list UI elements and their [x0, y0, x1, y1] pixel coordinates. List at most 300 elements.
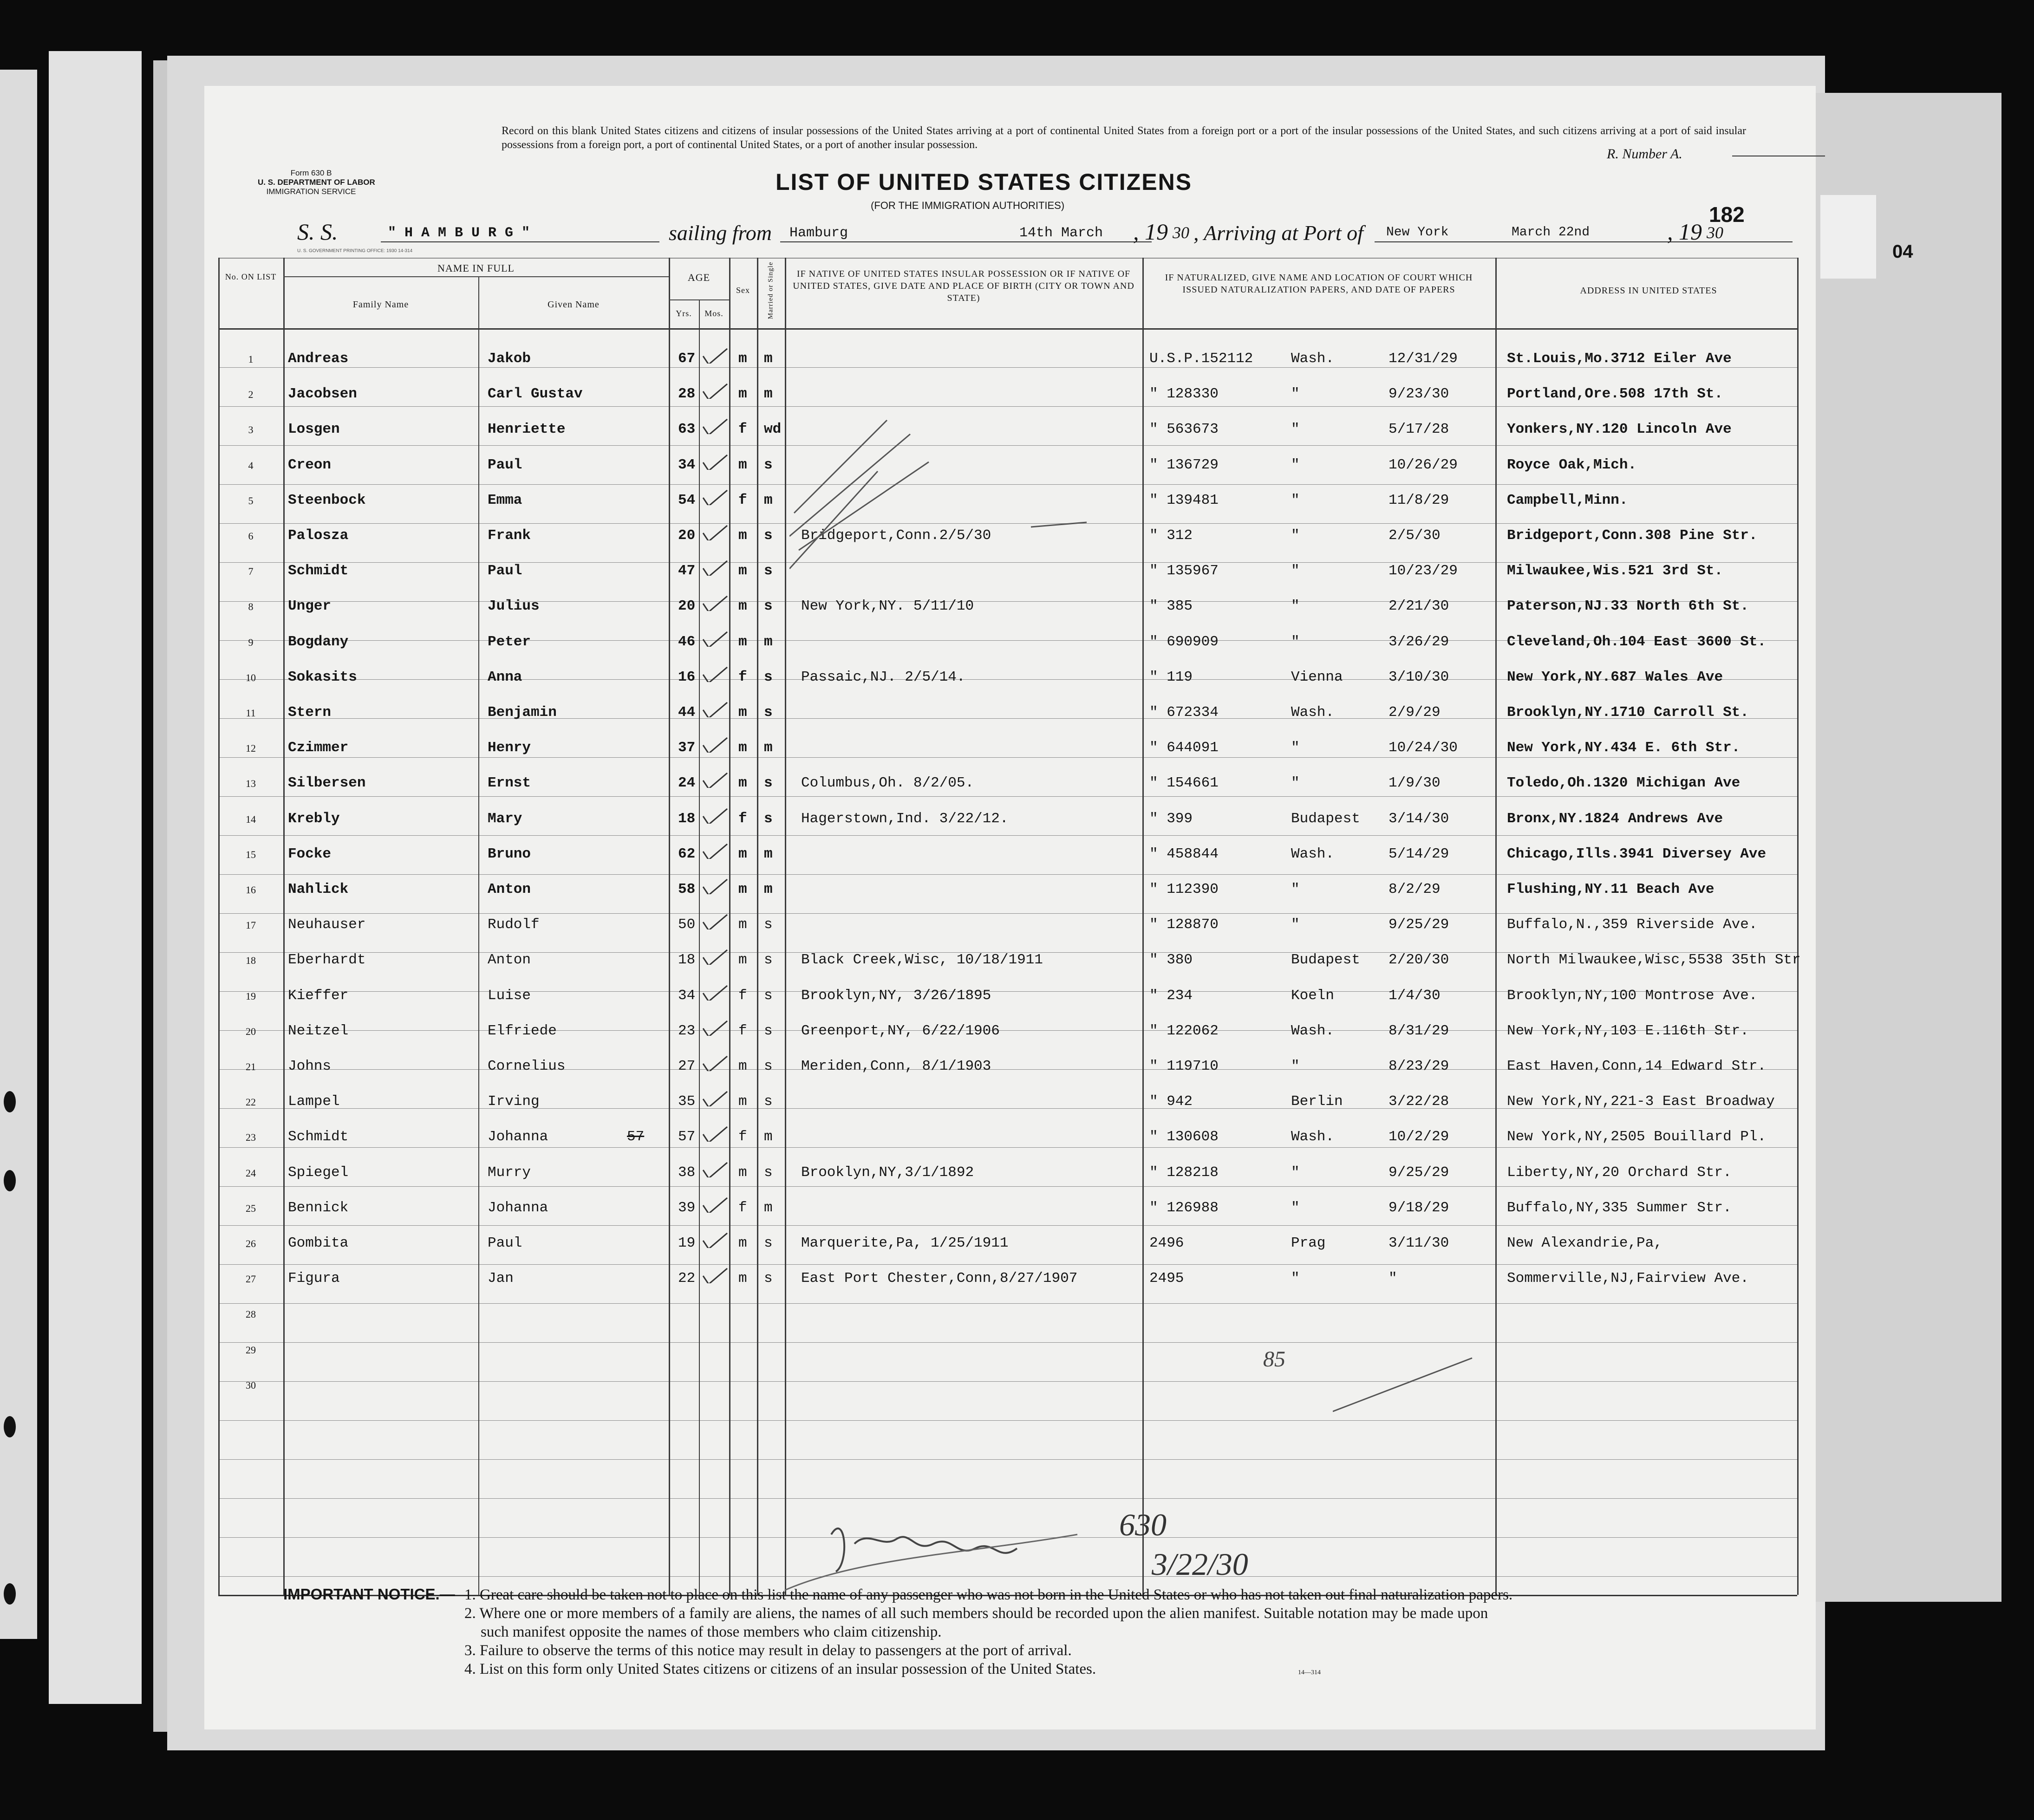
marital-status: s — [764, 1058, 773, 1074]
age-years: 18 — [678, 952, 696, 968]
sex: m — [738, 456, 747, 473]
family-name: Silbersen — [288, 775, 366, 792]
us-address: Buffalo,NY,335 Summer Str. — [1507, 1199, 1732, 1216]
naturalization-number: " 312 — [1149, 527, 1193, 544]
handwritten-time: 630 — [1119, 1507, 1167, 1542]
naturalization-court: Wash. — [1291, 704, 1335, 721]
given-name: Irving — [488, 1093, 540, 1110]
given-name: Johanna — [488, 1129, 548, 1145]
printer-mark: U. S. GOVERNMENT PRINTING OFFICE: 1930 14-314 — [297, 248, 413, 254]
row-rule — [218, 1225, 1797, 1226]
marital-status: s — [764, 810, 773, 827]
marital-status: m — [764, 492, 773, 508]
birth-place-date: Marquerite,Pa, 1/25/1911 — [801, 1235, 1009, 1251]
naturalization-court: " — [1291, 421, 1300, 438]
check-mark-icon — [701, 1055, 729, 1071]
handwritten-date: 3/22/30 — [1152, 1547, 1248, 1582]
check-mark-icon — [701, 1091, 729, 1106]
list-number: 22 — [246, 1096, 256, 1108]
naturalization-court: " — [1291, 492, 1300, 508]
notice-item-2: 2. Where one or more members of a family are aliens, the names of all such members should be recorded upon the alien manifest. Suitable notation may be made upon — [464, 1605, 1488, 1622]
given-name: Bruno — [488, 845, 531, 862]
col-line — [699, 299, 700, 1595]
sex: f — [738, 1199, 747, 1216]
family-name: Jacobsen — [288, 386, 357, 403]
naturalization-number: " 136729 — [1149, 456, 1219, 473]
given-name: Henriette — [488, 421, 566, 438]
check-mark-icon — [701, 595, 729, 611]
right-adjacent-sheet — [1816, 93, 2001, 1602]
list-number: 4 — [248, 459, 254, 471]
year-prefix: , 19 — [1133, 219, 1168, 245]
row-rule — [218, 1147, 1797, 1148]
naturalization-date: " — [1389, 1270, 1397, 1287]
us-address: Campbell,Minn. — [1507, 492, 1628, 508]
form-id — [258, 169, 375, 196]
birth-place-date: New York,NY. 5/11/10 — [801, 598, 974, 615]
family-name: Neitzel — [288, 1022, 349, 1039]
naturalization-court: Wash. — [1291, 1129, 1335, 1145]
sex: f — [738, 492, 747, 508]
list-number: 10 — [246, 671, 256, 683]
list-number: 9 — [248, 636, 254, 648]
from-port-line — [780, 241, 1012, 242]
ss-label: S. S. — [297, 219, 338, 245]
family-name: Schmidt — [288, 1129, 349, 1145]
notice-item-3: 3. Failure to observe the terms of this notice may result in delay to passengers at the port of arrival. — [464, 1642, 1072, 1659]
row-rule — [218, 1186, 1797, 1187]
marital-status: s — [764, 1022, 773, 1039]
naturalization-number: " 672334 — [1149, 704, 1219, 721]
arrival-port: New York — [1386, 225, 1449, 240]
age-years: 35 — [678, 1093, 696, 1110]
given-name: Anton — [488, 952, 531, 968]
naturalization-number: " 128330 — [1149, 386, 1219, 403]
naturalization-date: 1/9/30 — [1389, 775, 1441, 792]
us-address: North Milwaukee,Wisc,5538 35th Str — [1507, 952, 1801, 968]
age-years: 46 — [678, 633, 696, 650]
birth-place-date: Hagerstown,Ind. 3/22/12. — [801, 810, 1009, 827]
naturalization-court: " — [1291, 1164, 1300, 1181]
check-stroke-right — [1333, 1302, 1528, 1418]
naturalization-number: " 119710 — [1149, 1058, 1219, 1074]
list-number: 30 — [246, 1379, 256, 1391]
us-address: Flushing,NY.11 Beach Ave — [1507, 881, 1715, 897]
naturalization-number: 2495 — [1149, 1270, 1184, 1287]
naturalization-number: " 380 — [1149, 952, 1193, 968]
naturalization-date: 9/18/29 — [1389, 1199, 1449, 1216]
naturalization-date: 3/14/30 — [1389, 810, 1449, 827]
naturalization-court: " — [1291, 775, 1300, 792]
col-family-header: Family Name — [352, 299, 409, 310]
list-number: 13 — [246, 778, 256, 790]
check-mark-icon — [701, 1232, 729, 1248]
marital-status: s — [764, 952, 773, 968]
list-number: 5 — [248, 494, 254, 507]
naturalization-date: 2/9/29 — [1389, 704, 1441, 721]
col-yrs-header: Yrs. — [676, 309, 692, 318]
naturalization-court: " — [1291, 1270, 1300, 1287]
naturalization-number: " 385 — [1149, 598, 1193, 615]
naturalization-date: 2/20/30 — [1389, 952, 1449, 968]
table-top-rule — [218, 258, 1797, 259]
binder-hole — [4, 1583, 16, 1605]
row-rule — [218, 1342, 1797, 1343]
given-name: Luise — [488, 987, 531, 1004]
list-number: 1 — [248, 353, 254, 365]
col-line — [757, 258, 758, 1595]
marital-status: s — [764, 1235, 773, 1251]
binder-hole — [4, 1416, 16, 1437]
naturalization-date: 2/5/30 — [1389, 527, 1441, 544]
given-name: Peter — [488, 633, 531, 650]
family-name: Unger — [288, 598, 332, 615]
age-header-rule — [669, 299, 729, 300]
birth-place-date: Passaic,NJ. 2/5/14. — [801, 669, 965, 685]
naturalization-number: " 154661 — [1149, 775, 1219, 792]
naturalization-date: 8/2/29 — [1389, 881, 1441, 897]
birth-place-date: Brooklyn,NY, 3/26/1895 — [801, 987, 991, 1004]
given-name: Mary — [488, 810, 522, 827]
us-address: Bronx,NY.1824 Andrews Ave — [1507, 810, 1723, 827]
naturalization-date: 3/26/29 — [1389, 633, 1449, 650]
form-number: Form 630 B — [290, 169, 332, 177]
given-name: Rudolf — [488, 916, 540, 933]
check-mark-icon — [701, 383, 729, 399]
check-mark-icon — [701, 666, 729, 682]
age-years: 37 — [678, 740, 696, 756]
naturalization-number: " 139481 — [1149, 492, 1219, 508]
us-address: New York,NY,221-3 East Broadway — [1507, 1093, 1775, 1110]
marital-status: s — [764, 987, 773, 1004]
instructions: Record on this blank United States citizens and citizens of insular possessions of the United States arriving at a port of continental United States from a foreign port or a port of the insular possessions of the United States, and such citizens arriving at a port of said insular possessions from a foreign port, a port of continental United States, or a port of another insular possession. — [502, 125, 1746, 151]
header-bottom-rule — [218, 328, 1797, 330]
sex: m — [738, 351, 747, 367]
naturalization-court: Budapest — [1291, 952, 1360, 968]
age-years: 67 — [678, 351, 696, 367]
age-years: 20 — [678, 527, 696, 544]
us-address: New York,NY.434 E. 6th Str. — [1507, 740, 1741, 756]
col-address-header: ADDRESS IN UNITED STATES — [1580, 286, 1717, 296]
sex: m — [738, 704, 747, 721]
name-header-rule — [283, 276, 669, 277]
marital-status: s — [764, 1164, 773, 1181]
given-name: Benjamin — [488, 704, 557, 721]
naturalization-court: " — [1291, 740, 1300, 756]
col-married-header: Married or Single — [767, 261, 775, 319]
col-line — [218, 258, 220, 1595]
col-name-header: NAME IN FULL — [437, 262, 515, 274]
family-name: Palosza — [288, 527, 349, 544]
family-name: Losgen — [288, 421, 340, 438]
family-name: Sokasits — [288, 669, 357, 685]
given-name: Ernst — [488, 775, 531, 792]
us-address: Chicago,Ills.3941 Diversey Ave — [1507, 845, 1767, 862]
naturalization-court: Wash. — [1291, 1022, 1335, 1039]
us-address: Yonkers,NY.120 Lincoln Ave — [1507, 421, 1732, 438]
right-sheet-scrap — [1820, 195, 1876, 279]
sex: f — [738, 421, 747, 438]
check-mark-icon — [701, 1126, 729, 1142]
marital-status: s — [764, 704, 773, 721]
row-rule — [218, 1264, 1797, 1265]
list-number: 19 — [246, 990, 256, 1002]
list-number: 18 — [246, 955, 256, 967]
given-name: Carl Gustav — [488, 386, 583, 403]
given-name: Paul — [488, 456, 522, 473]
list-number: 14 — [246, 813, 256, 825]
family-name: Creon — [288, 456, 332, 473]
marital-status: m — [764, 633, 773, 650]
department: U. S. DEPARTMENT OF LABOR — [258, 178, 375, 187]
list-number: 28 — [246, 1308, 256, 1320]
list-number: 3 — [248, 424, 254, 436]
check-mark-icon — [701, 560, 729, 576]
sex: m — [738, 740, 747, 756]
us-address: Sommerville,NJ,Fairview Ave. — [1507, 1270, 1749, 1287]
birth-place-date: Greenport,NY, 6/22/1906 — [801, 1022, 1000, 1039]
marital-status: s — [764, 916, 773, 933]
row-rule — [218, 757, 1797, 758]
naturalization-date: 8/31/29 — [1389, 1022, 1449, 1039]
us-address: East Haven,Conn,14 Edward Str. — [1507, 1058, 1767, 1074]
age-years: 44 — [678, 704, 696, 721]
given-name: Emma — [488, 492, 522, 508]
col-mos-header: Mos. — [704, 309, 724, 318]
form-subtitle: (FOR THE IMMIGRATION AUTHORITIES) — [871, 200, 1065, 211]
naturalization-number: " 690909 — [1149, 633, 1219, 650]
age-years: 63 — [678, 421, 696, 438]
us-address: Portland,Ore.508 17th St. — [1507, 386, 1723, 403]
naturalization-date: 9/25/29 — [1389, 1164, 1449, 1181]
row-rule — [218, 796, 1797, 797]
row-rule — [218, 1459, 1797, 1460]
family-name: Spiegel — [288, 1164, 349, 1181]
family-name: Gombita — [288, 1235, 349, 1251]
us-address: Brooklyn,NY.1710 Carroll St. — [1507, 704, 1749, 721]
family-name: Czimmer — [288, 740, 349, 756]
sex: f — [738, 987, 747, 1004]
naturalization-date: 10/2/29 — [1389, 1129, 1449, 1145]
naturalization-court: Koeln — [1291, 987, 1335, 1004]
family-name: Lampel — [288, 1093, 340, 1110]
row-rule — [218, 835, 1797, 836]
row-rule — [218, 1303, 1797, 1304]
marital-status: m — [764, 881, 773, 897]
us-address: Liberty,NY,20 Orchard Str. — [1507, 1164, 1732, 1181]
list-number: 11 — [246, 707, 256, 719]
naturalization-number: " 119 — [1149, 669, 1193, 685]
family-name: Steenbock — [288, 492, 366, 508]
ship-name: " H A M B U R G " — [388, 225, 530, 241]
check-mark-icon — [701, 348, 729, 364]
list-number: 29 — [246, 1344, 256, 1356]
age-years: 22 — [678, 1270, 696, 1287]
age-years: 39 — [678, 1199, 696, 1216]
family-name: Bogdany — [288, 633, 349, 650]
family-name: Schmidt — [288, 563, 349, 579]
family-name: Focke — [288, 845, 332, 862]
us-address: New Alexandrie,Pa, — [1507, 1235, 1662, 1251]
age-years: 18 — [678, 810, 696, 827]
birth-place-date: Meriden,Conn, 8/1/1903 — [801, 1058, 991, 1074]
marital-status: s — [764, 1093, 773, 1110]
naturalization-number: " 399 — [1149, 810, 1193, 827]
family-name: Stern — [288, 704, 332, 721]
marital-status: m — [764, 351, 773, 367]
sex: m — [738, 527, 747, 544]
check-mark-icon — [701, 418, 729, 434]
pencil-mark: 85 — [1263, 1347, 1285, 1372]
marital-status: s — [764, 598, 773, 615]
arrival-date: March 22nd — [1512, 225, 1590, 240]
check-mark-icon — [701, 808, 729, 824]
list-number: 21 — [246, 1061, 256, 1072]
col-age-header: AGE — [687, 272, 711, 283]
birth-place-date: Bridgeport,Conn.2/5/30 — [801, 527, 991, 544]
given-name: Jan — [488, 1270, 514, 1287]
check-mark-icon — [701, 772, 729, 788]
naturalization-court: " — [1291, 916, 1300, 933]
us-address: Milwaukee,Wis.521 3rd St. — [1507, 563, 1723, 579]
given-name: Cornelius — [488, 1058, 566, 1074]
col-sex-header: Sex — [736, 286, 750, 295]
naturalization-court: " — [1291, 563, 1300, 579]
naturalization-court: " — [1291, 1058, 1300, 1074]
sex: m — [738, 916, 747, 933]
age-years: 47 — [678, 563, 696, 579]
marital-status: s — [764, 563, 773, 579]
naturalization-court: Berlin — [1291, 1093, 1343, 1110]
list-number: 8 — [248, 601, 254, 613]
naturalization-date: 9/23/30 — [1389, 386, 1449, 403]
row-rule — [218, 1420, 1797, 1421]
naturalization-number: U.S.P.152112 — [1149, 351, 1253, 367]
family-name: Krebly — [288, 810, 340, 827]
list-number: 23 — [246, 1131, 256, 1144]
notice-item-1: 1. Great care should be taken not to place on this list the name of any passenger who was not born in the United States or who has not taken out final naturalization papers. — [464, 1586, 1513, 1603]
check-mark-icon — [701, 1268, 729, 1283]
service: IMMIGRATION SERVICE — [266, 187, 356, 196]
arrival-year-prefix: , 19 — [1667, 219, 1702, 245]
col-line — [729, 258, 730, 1595]
sex: m — [738, 952, 747, 968]
age-years: 57 — [678, 1129, 696, 1145]
naturalization-court: Vienna — [1291, 669, 1343, 685]
naturalization-date: 5/14/29 — [1389, 845, 1449, 862]
sex: m — [738, 563, 747, 579]
col-no-header: No. ON LIST — [225, 272, 277, 281]
list-number: 12 — [246, 742, 256, 754]
arriving-label: , Arriving at Port of — [1193, 221, 1363, 245]
naturalization-court: " — [1291, 527, 1300, 544]
given-name: Frank — [488, 527, 531, 544]
sex: f — [738, 1129, 747, 1145]
check-mark-icon — [701, 985, 729, 1001]
given-name: Elfriede — [488, 1022, 557, 1039]
family-name: Andreas — [288, 351, 349, 367]
naturalization-number: " 128870 — [1149, 916, 1219, 933]
birth-place-date: Columbus,Oh. 8/2/05. — [801, 775, 974, 792]
col-line — [669, 258, 670, 1595]
naturalization-date: 10/24/30 — [1389, 740, 1458, 756]
sex: m — [738, 598, 747, 615]
us-address: Cleveland,Oh.104 East 3600 St. — [1507, 633, 1767, 650]
us-address: Royce Oak,Mich. — [1507, 456, 1637, 473]
arrival-line — [1375, 241, 1793, 242]
depart-date-line — [1012, 241, 1152, 242]
naturalization-court: Budapest — [1291, 810, 1360, 827]
family-name: Neuhauser — [288, 916, 366, 933]
naturalization-number: " 458844 — [1149, 845, 1219, 862]
naturalization-number: " 122062 — [1149, 1022, 1219, 1039]
col-line — [283, 258, 285, 1595]
sex: m — [738, 1164, 747, 1181]
naturalization-number: " 563673 — [1149, 421, 1219, 438]
notice-item-2b: such manifest opposite the names of those members who claim citizenship. — [481, 1624, 942, 1640]
check-strokes-upper — [789, 351, 1207, 573]
family-name: Figura — [288, 1270, 340, 1287]
list-number: 7 — [248, 566, 254, 578]
check-mark-icon — [701, 1020, 729, 1036]
age-years: 38 — [678, 1164, 696, 1181]
us-address: New York,NY,2505 Bouillard Pl. — [1507, 1129, 1767, 1145]
age-years: 20 — [678, 598, 696, 615]
list-number: 2 — [248, 389, 254, 401]
row-rule — [218, 874, 1797, 875]
col-birth-header: IF NATIVE OF UNITED STATES INSULAR POSSESSION OR IF NATIVE OF UNITED STATES, GIVE DATE AND PLACE OF BIRTH (CITY OR TOWN AND STATE) — [793, 269, 1134, 303]
marital-status: s — [764, 775, 773, 792]
marital-status: m — [764, 386, 773, 403]
col-given-header: Given Name — [548, 299, 600, 310]
list-number: 17 — [246, 919, 256, 931]
marital-status: s — [764, 456, 773, 473]
list-number: 6 — [248, 530, 254, 542]
naturalization-court: Prag — [1291, 1235, 1326, 1251]
check-mark-icon — [701, 702, 729, 717]
birth-place-date: East Port Chester,Conn,8/27/1907 — [801, 1270, 1078, 1287]
marital-status: s — [764, 669, 773, 685]
us-address: Buffalo,N.,359 Riverside Ave. — [1507, 916, 1758, 933]
sex: m — [738, 1058, 747, 1074]
check-mark-icon — [701, 914, 729, 930]
marital-status: m — [764, 845, 773, 862]
check-mark-icon — [701, 454, 729, 470]
sailing-label: sailing from — [669, 221, 772, 245]
naturalization-number: " 942 — [1149, 1093, 1193, 1110]
check-mark-icon — [701, 489, 729, 505]
marital-status: s — [764, 527, 773, 544]
us-address: New York,NY,103 E.116th Str. — [1507, 1022, 1749, 1039]
sex: m — [738, 1093, 747, 1110]
row-rule — [218, 1381, 1797, 1382]
us-address: Brooklyn,NY,100 Montrose Ave. — [1507, 987, 1758, 1004]
age-years: 58 — [678, 881, 696, 897]
family-name: Johns — [288, 1058, 332, 1074]
col-naturalized-header: IF NATURALIZED, GIVE NAME AND LOCATION OF COURT WHICH ISSUED NATURALIZATION PAPERS, AND DATE OF PAPERS — [1165, 273, 1473, 295]
naturalization-court: " — [1291, 386, 1300, 403]
naturalization-number: " 112390 — [1149, 881, 1219, 897]
side-page-number: 04 — [1892, 241, 1913, 262]
given-name: Johanna — [488, 1199, 548, 1216]
naturalization-date: 1/4/30 — [1389, 987, 1441, 1004]
given-name: Paul — [488, 1235, 522, 1251]
sex: f — [738, 669, 747, 685]
binder-hole — [4, 1091, 16, 1112]
list-number: 24 — [246, 1167, 256, 1179]
family-name: Bennick — [288, 1199, 349, 1216]
naturalization-number: " 135967 — [1149, 563, 1219, 579]
